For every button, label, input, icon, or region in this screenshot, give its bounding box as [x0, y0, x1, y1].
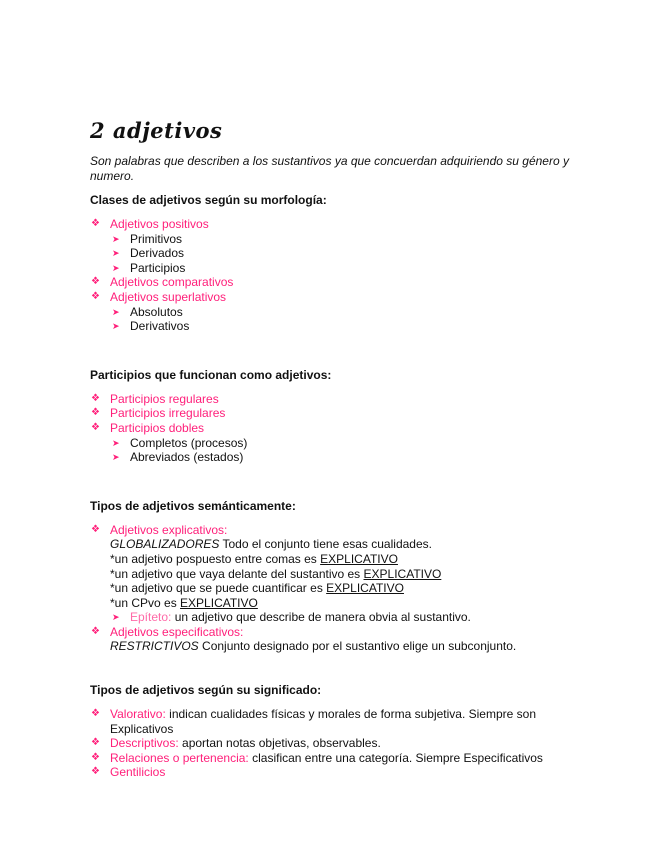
diamond-bullet-icon: ❖: [91, 737, 100, 749]
list-item: [90, 290, 580, 334]
globalizadores-line: GLOBALIZADORES Todo el conjunto tiene esas cualidades.: [110, 537, 432, 552]
sublist-item: ➤ Derivados: [112, 246, 185, 261]
rule-line: *un CPvo es EXPLICATIVO: [110, 595, 258, 610]
sublist-item: ➤ Epíteto: un adjetivo que describe de manera obvia al sustantivo.: [112, 610, 471, 625]
rule-line: *un adjetivo pospuesto entre comas es EXPLICATIVO: [110, 551, 398, 566]
semantica-list: [90, 523, 580, 654]
list-item: [90, 406, 580, 421]
sublist-item: ➤ Absolutos: [112, 304, 183, 319]
diamond-bullet-icon: ❖: [91, 766, 100, 778]
section-heading-semanticamente: Tipos de adjetivos semánticamente:: [90, 498, 296, 513]
diamond-bullet-icon: ❖: [91, 276, 100, 288]
sublist-item: ➤ Abreviados (estados): [112, 450, 244, 465]
diamond-bullet-icon: ❖: [91, 421, 100, 433]
list-item: [90, 625, 580, 654]
arrow-bullet-icon: ➤: [112, 321, 120, 332]
significado-list: [90, 707, 580, 780]
list-item-label: Adjetivos positivos: [110, 217, 209, 231]
list-item: ❖ Relaciones o pertenencia: clasifican entre una categoría. Siempre Especificativos: [91, 750, 543, 765]
section-heading-morfologia: Clases de adjetivos según su morfología:: [90, 193, 327, 207]
arrow-bullet-icon: ➤: [112, 306, 120, 317]
arrow-bullet-icon: ➤: [112, 612, 120, 623]
list-item-label: Participios regulares: [110, 391, 219, 406]
list-item: ❖ Gentilicios: [91, 765, 166, 780]
diamond-bullet-icon: ❖: [91, 290, 100, 302]
sublist-item: ➤ Primitivos: [112, 231, 183, 246]
sublist: [110, 305, 580, 334]
diamond-bullet-icon: ❖: [91, 407, 100, 419]
diamond-bullet-icon: ❖: [91, 218, 100, 229]
diamond-bullet-icon: ❖: [91, 708, 100, 720]
sublist: [110, 232, 580, 276]
list-item: ❖ Valorativo: indican cualidades físicas y morales de forma subjetiva. Siempre son Explicativos: [91, 707, 536, 736]
list-item: [90, 421, 580, 465]
list-item: [90, 275, 580, 290]
section-heading-participios: Participios que funcionan como adjetivos:: [90, 367, 332, 382]
arrow-bullet-icon: ➤: [112, 437, 120, 448]
diamond-bullet-icon: ❖: [91, 523, 100, 535]
sublist: [110, 436, 580, 465]
arrow-bullet-icon: ➤: [112, 248, 120, 259]
sublist-item: ➤ Participios: [112, 260, 186, 275]
list-item-label: Adjetivos comparativos: [110, 275, 234, 290]
restrictivos-line: RESTRICTIVOS Conjunto designado por el sustantivo elige un subconjunto.: [110, 639, 517, 654]
list-item: [90, 523, 580, 625]
morfologia-list: [90, 217, 580, 334]
list-item-label: Adjetivos superlativos: [110, 289, 227, 304]
participios-list: [90, 392, 580, 465]
diamond-bullet-icon: ❖: [91, 625, 100, 637]
section-heading-significado: Tipos de adjetivos según su significado:: [90, 683, 322, 698]
sublist-item: ➤ Completos (procesos): [112, 435, 248, 450]
list-item: ❖ Descriptivos: aportan notas objetivas, observables.: [91, 736, 381, 751]
page-title: 2 adjetivos: [90, 118, 223, 143]
rule-line: *un adjetivo que se puede cuantificar es EXPLICATIVO: [110, 581, 404, 596]
sublist-item: ➤ Derivativos: [112, 319, 190, 334]
list-item: [90, 217, 580, 275]
list-item-label: Adjetivos especificativos:: [110, 624, 244, 639]
arrow-bullet-icon: ➤: [112, 262, 120, 273]
list-item-label: Participios dobles: [110, 420, 205, 435]
arrow-bullet-icon: ➤: [112, 233, 120, 244]
sublist: [110, 610, 580, 625]
list-item-label: Participios irregulares: [110, 406, 226, 421]
arrow-bullet-icon: ➤: [112, 452, 120, 463]
intro-paragraph: Son palabras que describen a los sustantivos ya que concuerdan adquiriendo su género y numero.: [90, 154, 569, 183]
diamond-bullet-icon: ❖: [91, 392, 100, 404]
rule-line: *un adjetivo que vaya delante del sustantivo es EXPLICATIVO: [110, 566, 442, 581]
list-item: [90, 392, 580, 407]
list-item-label: Adjetivos explicativos:: [110, 522, 228, 537]
document-page: [90, 118, 580, 780]
diamond-bullet-icon: ❖: [91, 751, 100, 763]
